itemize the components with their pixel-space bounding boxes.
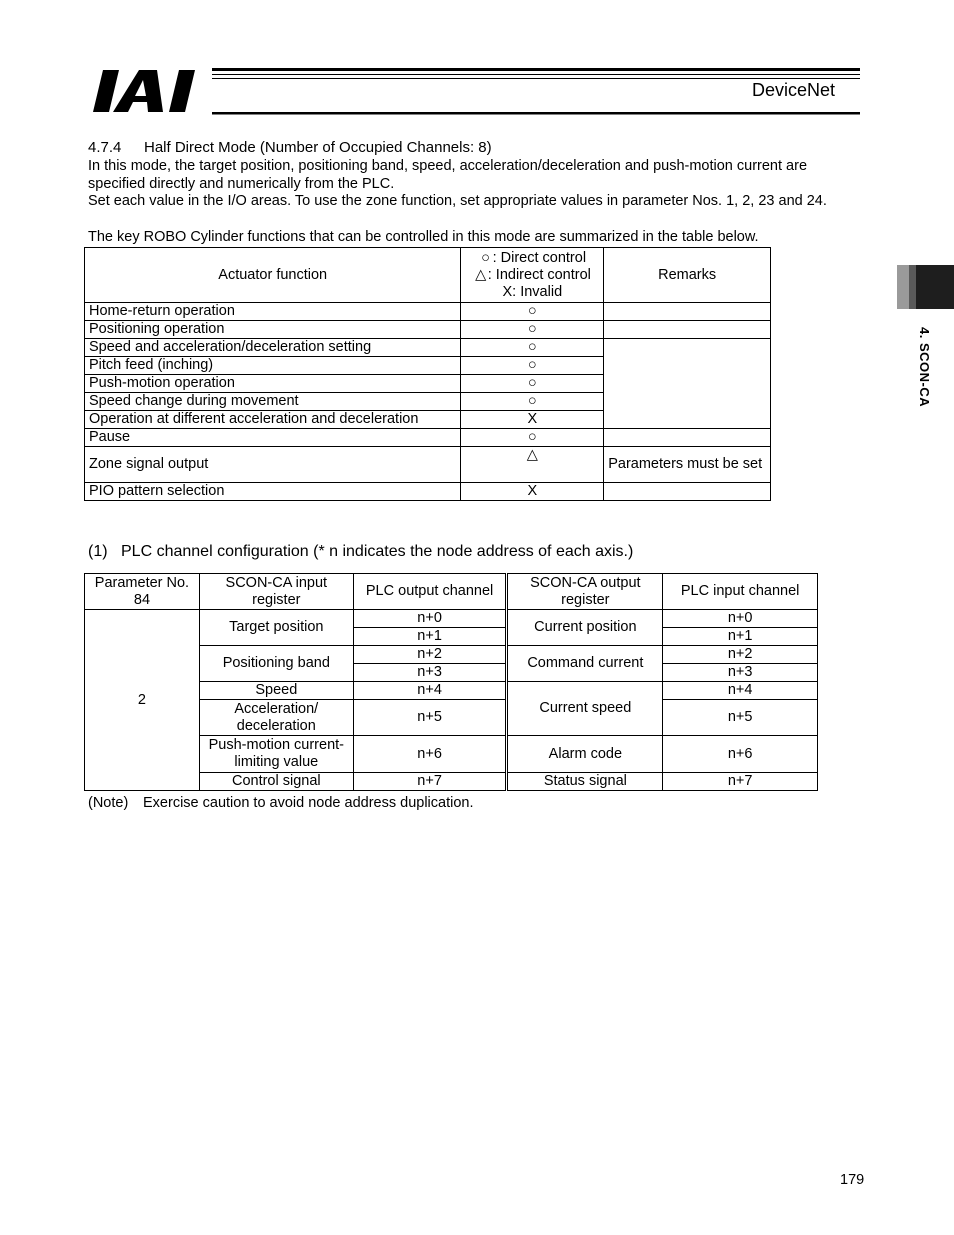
table-row: n+1 n+1 xyxy=(85,628,818,646)
note-label: (Note) xyxy=(88,795,129,811)
header-legend: ○ : Direct control △: Indirect control X: Invalid xyxy=(461,248,604,303)
table-row: Pause ○ xyxy=(85,429,771,447)
table-row: Control signal n+7 Status signal n+7 xyxy=(85,773,818,791)
table-row: Acceleration/ deceleration n+5 n+5 xyxy=(85,700,818,736)
paragraph: In this mode, the target position, positioning band, speed, acceleration/deceleration and push-motion current are specified directly and numerically from the PLC. xyxy=(88,158,808,192)
function-table xyxy=(84,247,771,501)
table-row: Push-motion operation ○ xyxy=(85,375,771,393)
section-title xyxy=(88,139,492,156)
table-row: Home-return operation ○ xyxy=(85,303,771,321)
table-row: Speed n+4 Current speed n+4 xyxy=(85,682,818,700)
page-number: 179 xyxy=(840,1172,865,1188)
header-param: Parameter No. 84 xyxy=(85,574,200,610)
chapter-tab xyxy=(897,265,954,309)
table-row: Push-motion current-limiting value n+6 Alarm code n+6 xyxy=(85,736,818,773)
param-value: 2 xyxy=(85,610,200,791)
table-row: Positioning band n+2 Command current n+2 xyxy=(85,646,818,664)
header-input-register: SCON-CA input register xyxy=(199,574,353,610)
note xyxy=(88,795,473,811)
table-row: n+3 n+3 xyxy=(85,664,818,682)
header-plc-input: PLC input channel xyxy=(663,574,818,610)
header-remarks: Remarks xyxy=(604,248,771,303)
header-function: Actuator function xyxy=(85,248,461,303)
chapter-label: 4. SCON-CA xyxy=(917,327,932,408)
table-row: Zone signal output △ Parameters must be set xyxy=(85,447,771,483)
paragraph: The key ROBO Cylinder functions that can be controlled in this mode are summarized in the table below. xyxy=(88,229,759,245)
table-row: Speed change during movement ○ xyxy=(85,393,771,411)
note-text: Exercise caution to avoid node address duplication. xyxy=(143,795,474,811)
subsection-number: (1) xyxy=(88,543,108,560)
header-output-register: SCON-CA output register xyxy=(507,574,663,610)
paragraph: Set each value in the I/O areas. To use the zone function, set appropriate values in parameter Nos. 1, 2, 23 and 24. xyxy=(88,193,827,209)
table-row: Speed and acceleration/deceleration setting ○ xyxy=(85,339,771,357)
channel-table xyxy=(84,573,818,791)
table-row: 2 Target position n+0 Current position n+0 xyxy=(85,610,818,628)
table-row: Operation at different acceleration and deceleration X xyxy=(85,411,771,429)
product-name: DeviceNet xyxy=(752,80,836,100)
table-row: Pitch feed (inching) ○ xyxy=(85,357,771,375)
triangle-icon: △ xyxy=(475,266,487,283)
circle-icon: ○ xyxy=(481,249,490,266)
section-title-text: Half Direct Mode (Number of Occupied Channels: 8) xyxy=(144,139,492,156)
section-number: 4.7.4 xyxy=(88,139,122,156)
table-row: Positioning operation ○ xyxy=(85,321,771,339)
table-row: PIO pattern selection X xyxy=(85,483,771,501)
iai-logo xyxy=(93,66,215,116)
subsection-title xyxy=(88,543,633,561)
subsection-title-text: PLC channel configuration (* n indicates the node address of each axis.) xyxy=(121,543,634,560)
header-plc-output: PLC output channel xyxy=(353,574,507,610)
